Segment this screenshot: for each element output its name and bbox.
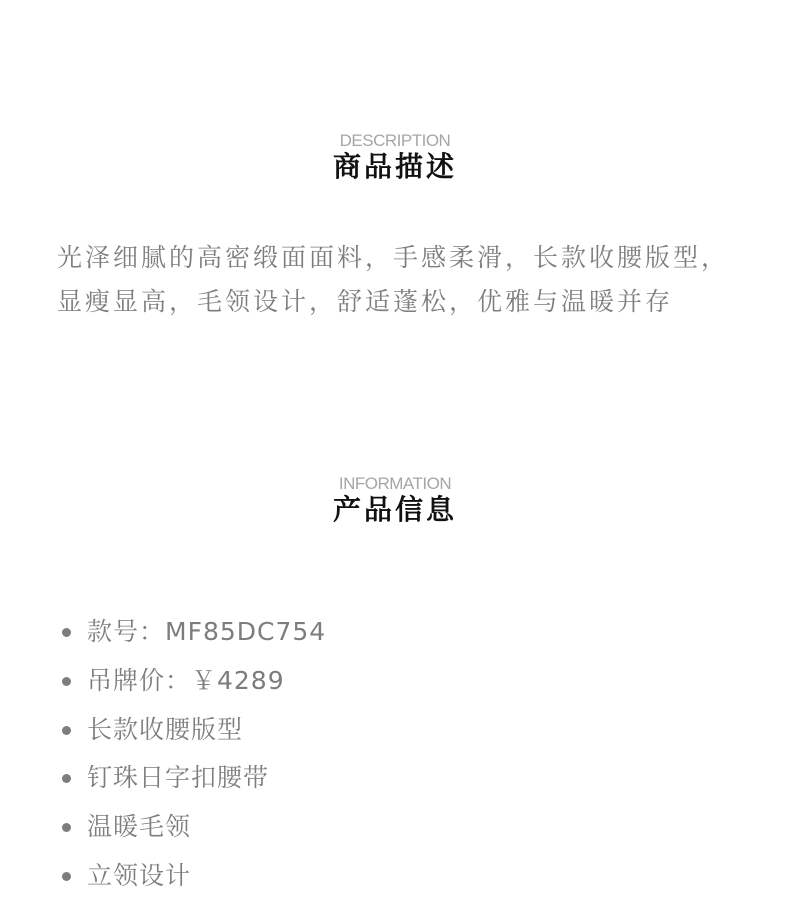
info-item-text: 钉珠日字扣腰带	[87, 763, 270, 793]
bullet-icon	[62, 823, 71, 832]
info-item-collar	[57, 803, 326, 852]
info-item-text: 款号：MF85DC754	[87, 617, 327, 646]
info-item-text: 温暖毛领	[87, 812, 192, 842]
info-item-text: 吊牌价：￥4289	[87, 665, 285, 695]
description-text: 光泽细腻的高密缎面面料，手感柔滑，长款收腰版型，显瘦显高，毛领设计，舒适蓬松，优雅与温暖并存	[57, 243, 730, 316]
bullet-icon	[62, 677, 71, 686]
info-item-belt	[57, 754, 326, 803]
description-eyebrow: DESCRIPTION	[339, 131, 451, 150]
info-item-tag-price	[57, 657, 326, 706]
information-header	[0, 475, 790, 527]
info-item-cut	[57, 706, 326, 755]
info-item-style-number	[57, 608, 326, 657]
bullet-icon	[62, 774, 71, 783]
information-eyebrow: INFORMATION	[338, 474, 452, 493]
bullet-icon	[62, 872, 71, 881]
description-title: 商品描述	[332, 150, 457, 183]
info-item-text: 立领设计	[87, 860, 192, 890]
info-item-text: 长款收腰版型	[87, 714, 244, 744]
product-info-list	[57, 608, 326, 901]
info-item-stand-collar	[57, 852, 326, 901]
information-title: 产品信息	[332, 493, 457, 526]
bullet-icon	[62, 628, 71, 637]
bullet-icon	[62, 726, 71, 735]
description-header	[0, 132, 790, 184]
